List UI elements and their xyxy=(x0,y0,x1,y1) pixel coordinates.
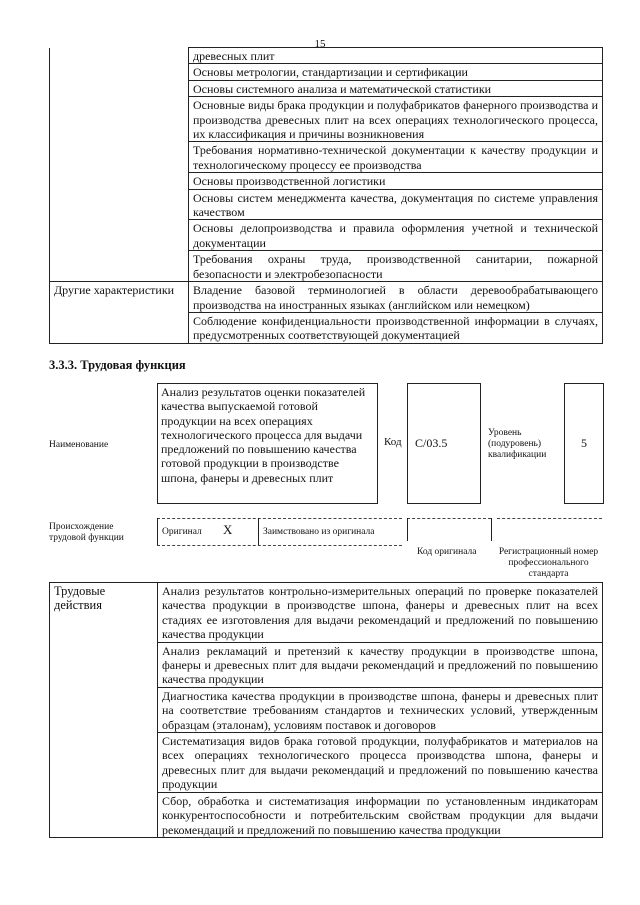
code-original-left xyxy=(407,518,408,541)
level-box xyxy=(564,383,604,504)
level-value: 5 xyxy=(581,436,587,450)
function-name-value: Анализ результатов оценки показателей качества выпускаемой готовой продукции на всех операциях технологического процесса для выдачи предложений по повышению качества готовой продукции в производстве шпона, фанеры и древесных плит xyxy=(161,385,366,485)
origin-divider xyxy=(157,518,158,545)
code-original-top xyxy=(407,518,491,519)
reg-number-top xyxy=(497,518,602,519)
borrowed-label: Заимствовано из оригинала xyxy=(263,527,375,537)
table-cell: Анализ рекламаций и претензий к качеству продукции в производстве шпона, фанеры и древесных плит для выдачи рекомендаций и предложений по повышению качества продукции xyxy=(158,642,603,687)
table-cell: Требования нормативно-технической документации к качеству продукции и технологическому процессу ее производства xyxy=(189,142,603,173)
code-original-right xyxy=(491,518,492,541)
table-cell-label xyxy=(50,48,189,282)
code-box xyxy=(407,383,481,504)
table-cell: древесных плит xyxy=(189,48,603,64)
level-label: Уровень (подуровень) квалификации xyxy=(488,428,547,460)
code-label: Код xyxy=(384,436,402,448)
table-cell: Основные виды брака продукции и полуфабрикатов фанерного производства и производства древесных плит на всех операциях технологического процесса, их классификация и причины возникновения xyxy=(189,97,603,142)
table-cell: Владение базовой терминологией в области деревообрабатывающего производства на иностранных языках (английском или немецком) xyxy=(189,282,603,313)
section-heading: 3.3.3. Трудовая функция xyxy=(49,358,186,372)
table-cell: Диагностика качества продукции в производстве шпона, фанеры и древесных плит на соответствие требованиям стандартов и технических условий, утвержденным образцам (эталонам), условиям поставок и договоров xyxy=(158,687,603,732)
table-row xyxy=(50,583,603,643)
page-number: 15 xyxy=(314,38,326,50)
origin-label: Происхождение трудовой функции xyxy=(49,522,124,543)
code-value: C/03.5 xyxy=(415,436,448,450)
table-row xyxy=(50,48,603,64)
table-cell-label: Трудовые действия xyxy=(50,583,158,838)
table-cell: Основы метрологии, стандартизации и сертификации xyxy=(189,64,603,80)
origin-bottom-border xyxy=(157,545,402,546)
table-cell: Анализ результатов контрольно-измерительных операций по проверке показателей качества продукции в производстве шпона, фанеры и древесных плит на всех стадиях ее изготовления для выдачи рекомендаций и предложений по повышению качества продукции xyxy=(158,583,603,643)
origin-top-border xyxy=(157,518,402,519)
origin-divider xyxy=(258,518,259,545)
table-cell-label: Другие характеристики xyxy=(50,282,189,344)
table-cell: Основы системного анализа и математической статистики xyxy=(189,80,603,96)
knowledge-table xyxy=(49,47,603,344)
table-cell: Требования охраны труда, производственной санитарии, пожарной безопасности и электробезопасности xyxy=(189,251,603,282)
labor-actions-table xyxy=(49,582,603,838)
table-cell: Соблюдение конфиденциальности производственной информации в случаях, предусмотренных соответствующей документацией xyxy=(189,312,603,343)
original-mark: X xyxy=(223,522,233,537)
table-cell: Систематизация видов брака готовой продукции, полуфабрикатов и материалов на всех операциях технологического процесса производства шпона, фанеры и древесных плит для выдачи рекомендаций и предложений по повышению качества продукции xyxy=(158,733,603,793)
code-original-caption: Код оригинала xyxy=(417,547,477,557)
table-cell: Основы систем менеджмента качества, документация по системе управления качеством xyxy=(189,189,603,220)
original-label: Оригинал xyxy=(162,527,202,537)
table-cell: Основы производственной логистики xyxy=(189,173,603,189)
name-label: Наименование xyxy=(49,440,109,450)
reg-number-caption: Регистрационный номер профессионального стандарта xyxy=(498,547,599,579)
function-name-box xyxy=(157,383,378,504)
table-cell: Основы делопроизводства и правила оформления учетной и технической документации xyxy=(189,220,603,251)
table-row xyxy=(50,282,603,313)
table-cell: Сбор, обработка и систематизация информации по установленным индикаторам конкурентоспособности и потребительским свойствам продукции для выдачи рекомендаций и предложений по повышению качества продукции xyxy=(158,792,603,837)
